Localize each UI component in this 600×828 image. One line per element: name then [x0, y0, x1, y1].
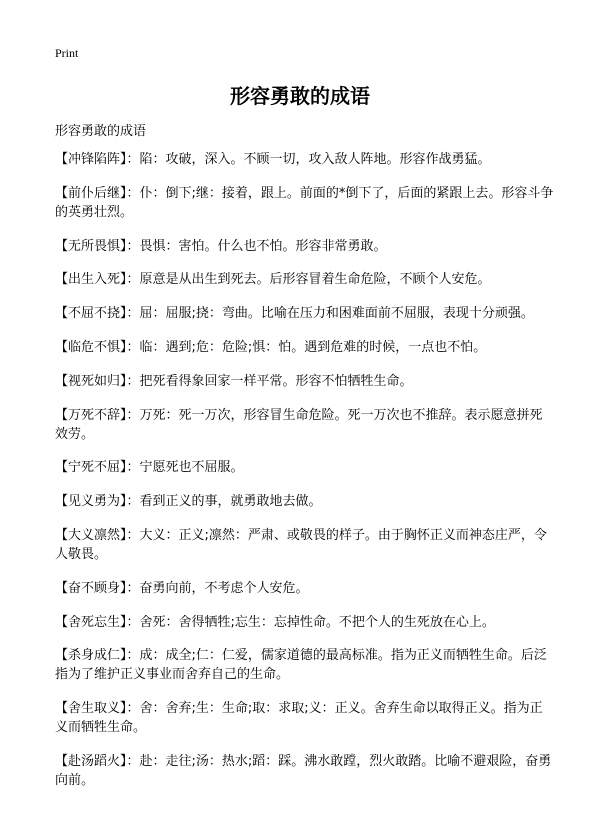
idiom-definition: ：大义：正义;凛然：严肃、或敬畏的样子。由于胸怀正义而神态庄严，令人敬畏。: [55, 527, 547, 562]
idiom-term: 【宁死不屈】: [55, 460, 127, 476]
idiom-term: 【大义凛然】: [55, 527, 127, 543]
idiom-term: 【视死如归】: [55, 373, 127, 389]
idiom-entry: [55, 150, 555, 169]
idiom-term: 【临危不惧】: [55, 339, 127, 355]
idiom-definition: ：屈：屈服;挠：弯曲。比喻在压力和困难面前不屈服，表现十分顽强。: [126, 306, 534, 322]
idiom-definition: ：畏惧：害怕。什么也不怕。形容非常勇敢。: [126, 238, 387, 254]
idiom-definition: ：原意是从出生到死去。后形容冒着生命危险，不顾个人安危。: [126, 272, 491, 288]
idiom-term: 【前仆后继】: [55, 185, 127, 201]
idiom-term: 【舍生取义】: [55, 701, 127, 717]
idiom-term: 【杀身成仁】: [55, 648, 127, 664]
idiom-definition: ：赴：走往;汤：热水;蹈：踩。沸水敢蹚，烈火敢踏。比喻不避艰险，奋勇向前。: [55, 753, 552, 788]
idiom-definition: ：仆：倒下;继：接着，跟上。前面的*倒下了，后面的紧跟上去。形容斗争的英勇壮烈。: [55, 185, 554, 220]
idiom-definition: ：把死看得象回家一样平常。形容不怕牺牲生命。: [126, 373, 413, 389]
idiom-list: [55, 150, 555, 805]
idiom-definition: ：舍死：舍得牺牲;忘生：忘掉性命。不把个人的生死放在心上。: [126, 614, 495, 630]
idiom-entry: [55, 613, 555, 632]
idiom-definition: ：宁愿死也不屈服。: [126, 460, 244, 476]
idiom-entry: [55, 270, 555, 289]
idiom-entry: [55, 526, 555, 564]
idiom-entry: [55, 579, 555, 598]
idiom-entry: [55, 752, 555, 790]
idiom-term: 【万死不辞】: [55, 407, 127, 423]
print-link[interactable]: Print: [55, 46, 79, 60]
idiom-definition: ：看到正义的事，就勇敢地去做。: [126, 494, 322, 510]
idiom-definition: ：万死：死一万次，形容冒生命危险。死一万次也不推辞。表示愿意拼死效劳。: [55, 407, 543, 442]
idiom-term: 【无所畏惧】: [55, 238, 127, 254]
idiom-entry: [55, 406, 555, 444]
idiom-entry: [55, 699, 555, 737]
page-title: 形容勇敢的成语: [230, 84, 370, 108]
idiom-entry: [55, 304, 555, 323]
idiom-entry: [55, 372, 555, 391]
idiom-term: 【赴汤蹈火】: [55, 753, 127, 769]
idiom-entry: [55, 646, 555, 684]
idiom-entry: [55, 458, 555, 477]
idiom-entry: [55, 492, 555, 511]
idiom-term: 【冲锋陷阵】: [55, 152, 127, 167]
idiom-entry: [55, 184, 555, 222]
idiom-entry: [55, 237, 555, 256]
page-subtitle: 形容勇敢的成语: [55, 124, 147, 139]
idiom-term: 【不屈不挠】: [55, 306, 127, 322]
idiom-term: 【见义勇为】: [55, 494, 127, 510]
idiom-term: 【舍死忘生】: [55, 614, 127, 630]
idiom-definition: ：陷：攻破，深入。不顾一切，攻入敌人阵地。形容作战勇猛。: [126, 152, 491, 167]
idiom-definition: ：舍：舍弃;生：生命;取：求取;义：正义。舍弃生命以取得正义。指为正义而牺牲生命。: [55, 701, 543, 736]
idiom-definition: ：临：遇到;危：危险;惧：怕。遇到危难的时候，一点也不怕。: [126, 339, 487, 355]
idiom-term: 【出生入死】: [55, 272, 127, 288]
idiom-definition: ：成：成全;仁：仁爱，儒家道德的最高标准。指为正义而牺牲生命。后泛指为了维护正义事业而舍弃自己的生命。: [55, 648, 547, 683]
idiom-term: 【奋不顾身】: [55, 580, 127, 596]
idiom-entry: [55, 338, 555, 357]
idiom-definition: ：奋勇向前，不考虑个人安危。: [126, 580, 309, 596]
